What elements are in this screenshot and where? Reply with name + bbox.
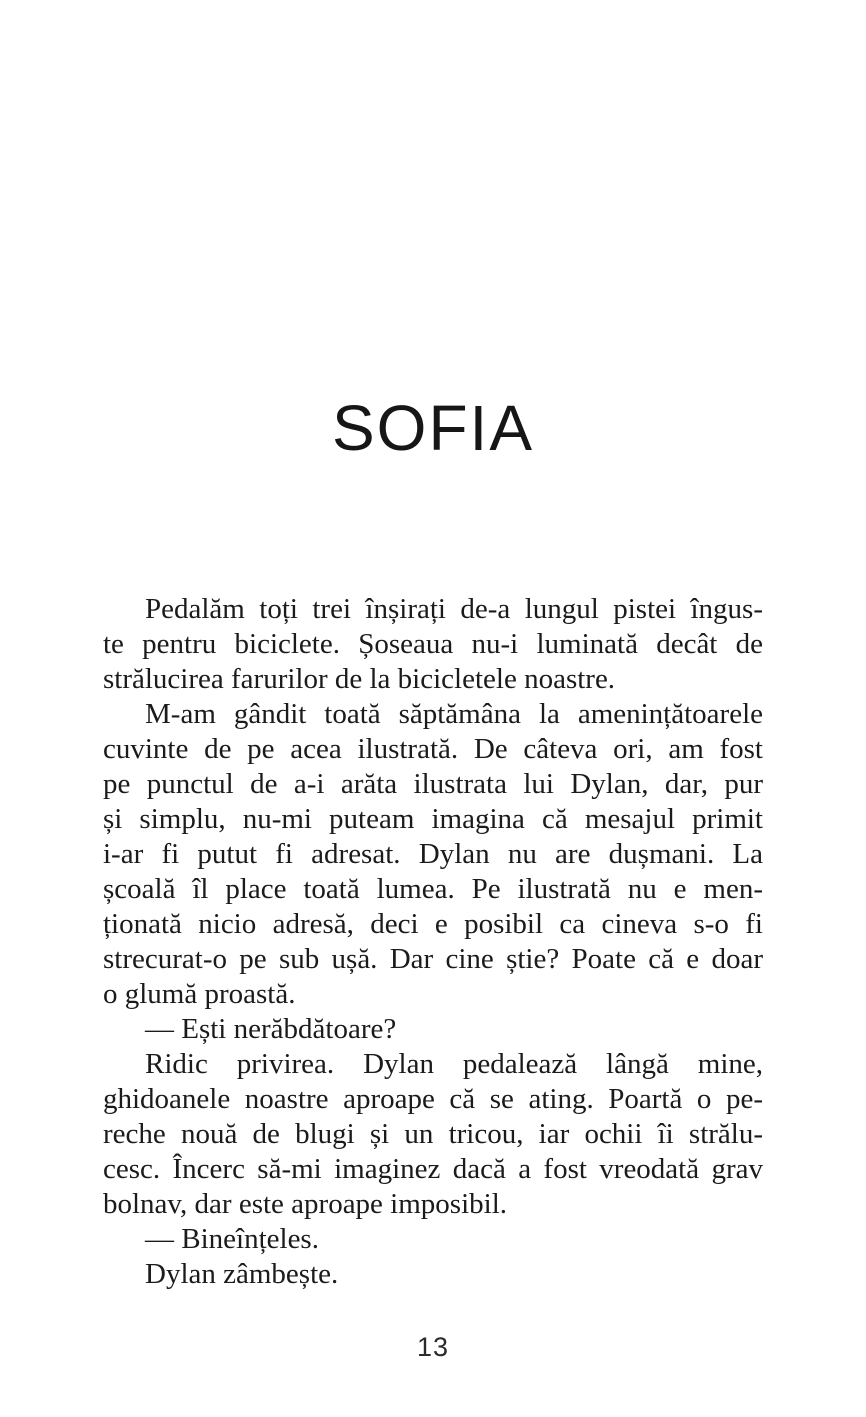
text-line: te pentru biciclete. Șoseaua nu-i luminată decât de: [103, 628, 763, 660]
page-number: 13: [416, 1332, 450, 1362]
text-line: bolnav, dar este aproape imposibil.: [103, 1188, 508, 1220]
text-line: Dylan zâmbește.: [145, 1258, 339, 1290]
text-line: și simplu, nu-mi puteam imagina că mesajul primit: [103, 803, 763, 835]
text-line: pe punctul de a-i arăta ilustrata lui Dylan, dar, pur: [103, 768, 763, 800]
text-line: strălucirea farurilor de la bicicletele noastre.: [103, 663, 616, 695]
chapter-title: SOFIA: [331, 392, 535, 464]
text-line: cuvinte de pe acea ilustrată. De câteva ori, am fost: [103, 733, 763, 765]
text-line: școală îl place toată lumea. Pe ilustrată nu e men-: [103, 873, 763, 905]
body-text-block: [103, 592, 763, 1292]
text-line: i-ar fi putut fi adresat. Dylan nu are dușmani. La: [103, 838, 763, 870]
text-line: o glumă proastă.: [103, 978, 296, 1010]
text-line: reche nouă de blugi și un tricou, iar ochii îi strălu-: [103, 1118, 763, 1150]
text-line: ghidoanele noastre aproape că se ating. Poartă o pe-: [103, 1083, 763, 1115]
text-line: — Bineînțeles.: [145, 1223, 319, 1255]
text-line: cesc. Încerc să-mi imaginez dacă a fost vreodată grav: [103, 1153, 763, 1185]
text-line: M-am gândit toată săptămâna la amenințătoarele: [145, 698, 763, 730]
text-line: ționată nicio adresă, deci e posibil ca cineva s-o fi: [103, 908, 763, 940]
text-line: Pedalăm toți trei înșirați de-a lungul pistei îngus-: [145, 593, 763, 625]
text-line: strecurat-o pe sub ușă. Dar cine știe? Poate că e doar: [103, 943, 763, 975]
text-line: — Ești nerăbdătoare?: [145, 1013, 397, 1045]
text-line: Ridic privirea. Dylan pedalează lângă mine,: [145, 1048, 763, 1080]
